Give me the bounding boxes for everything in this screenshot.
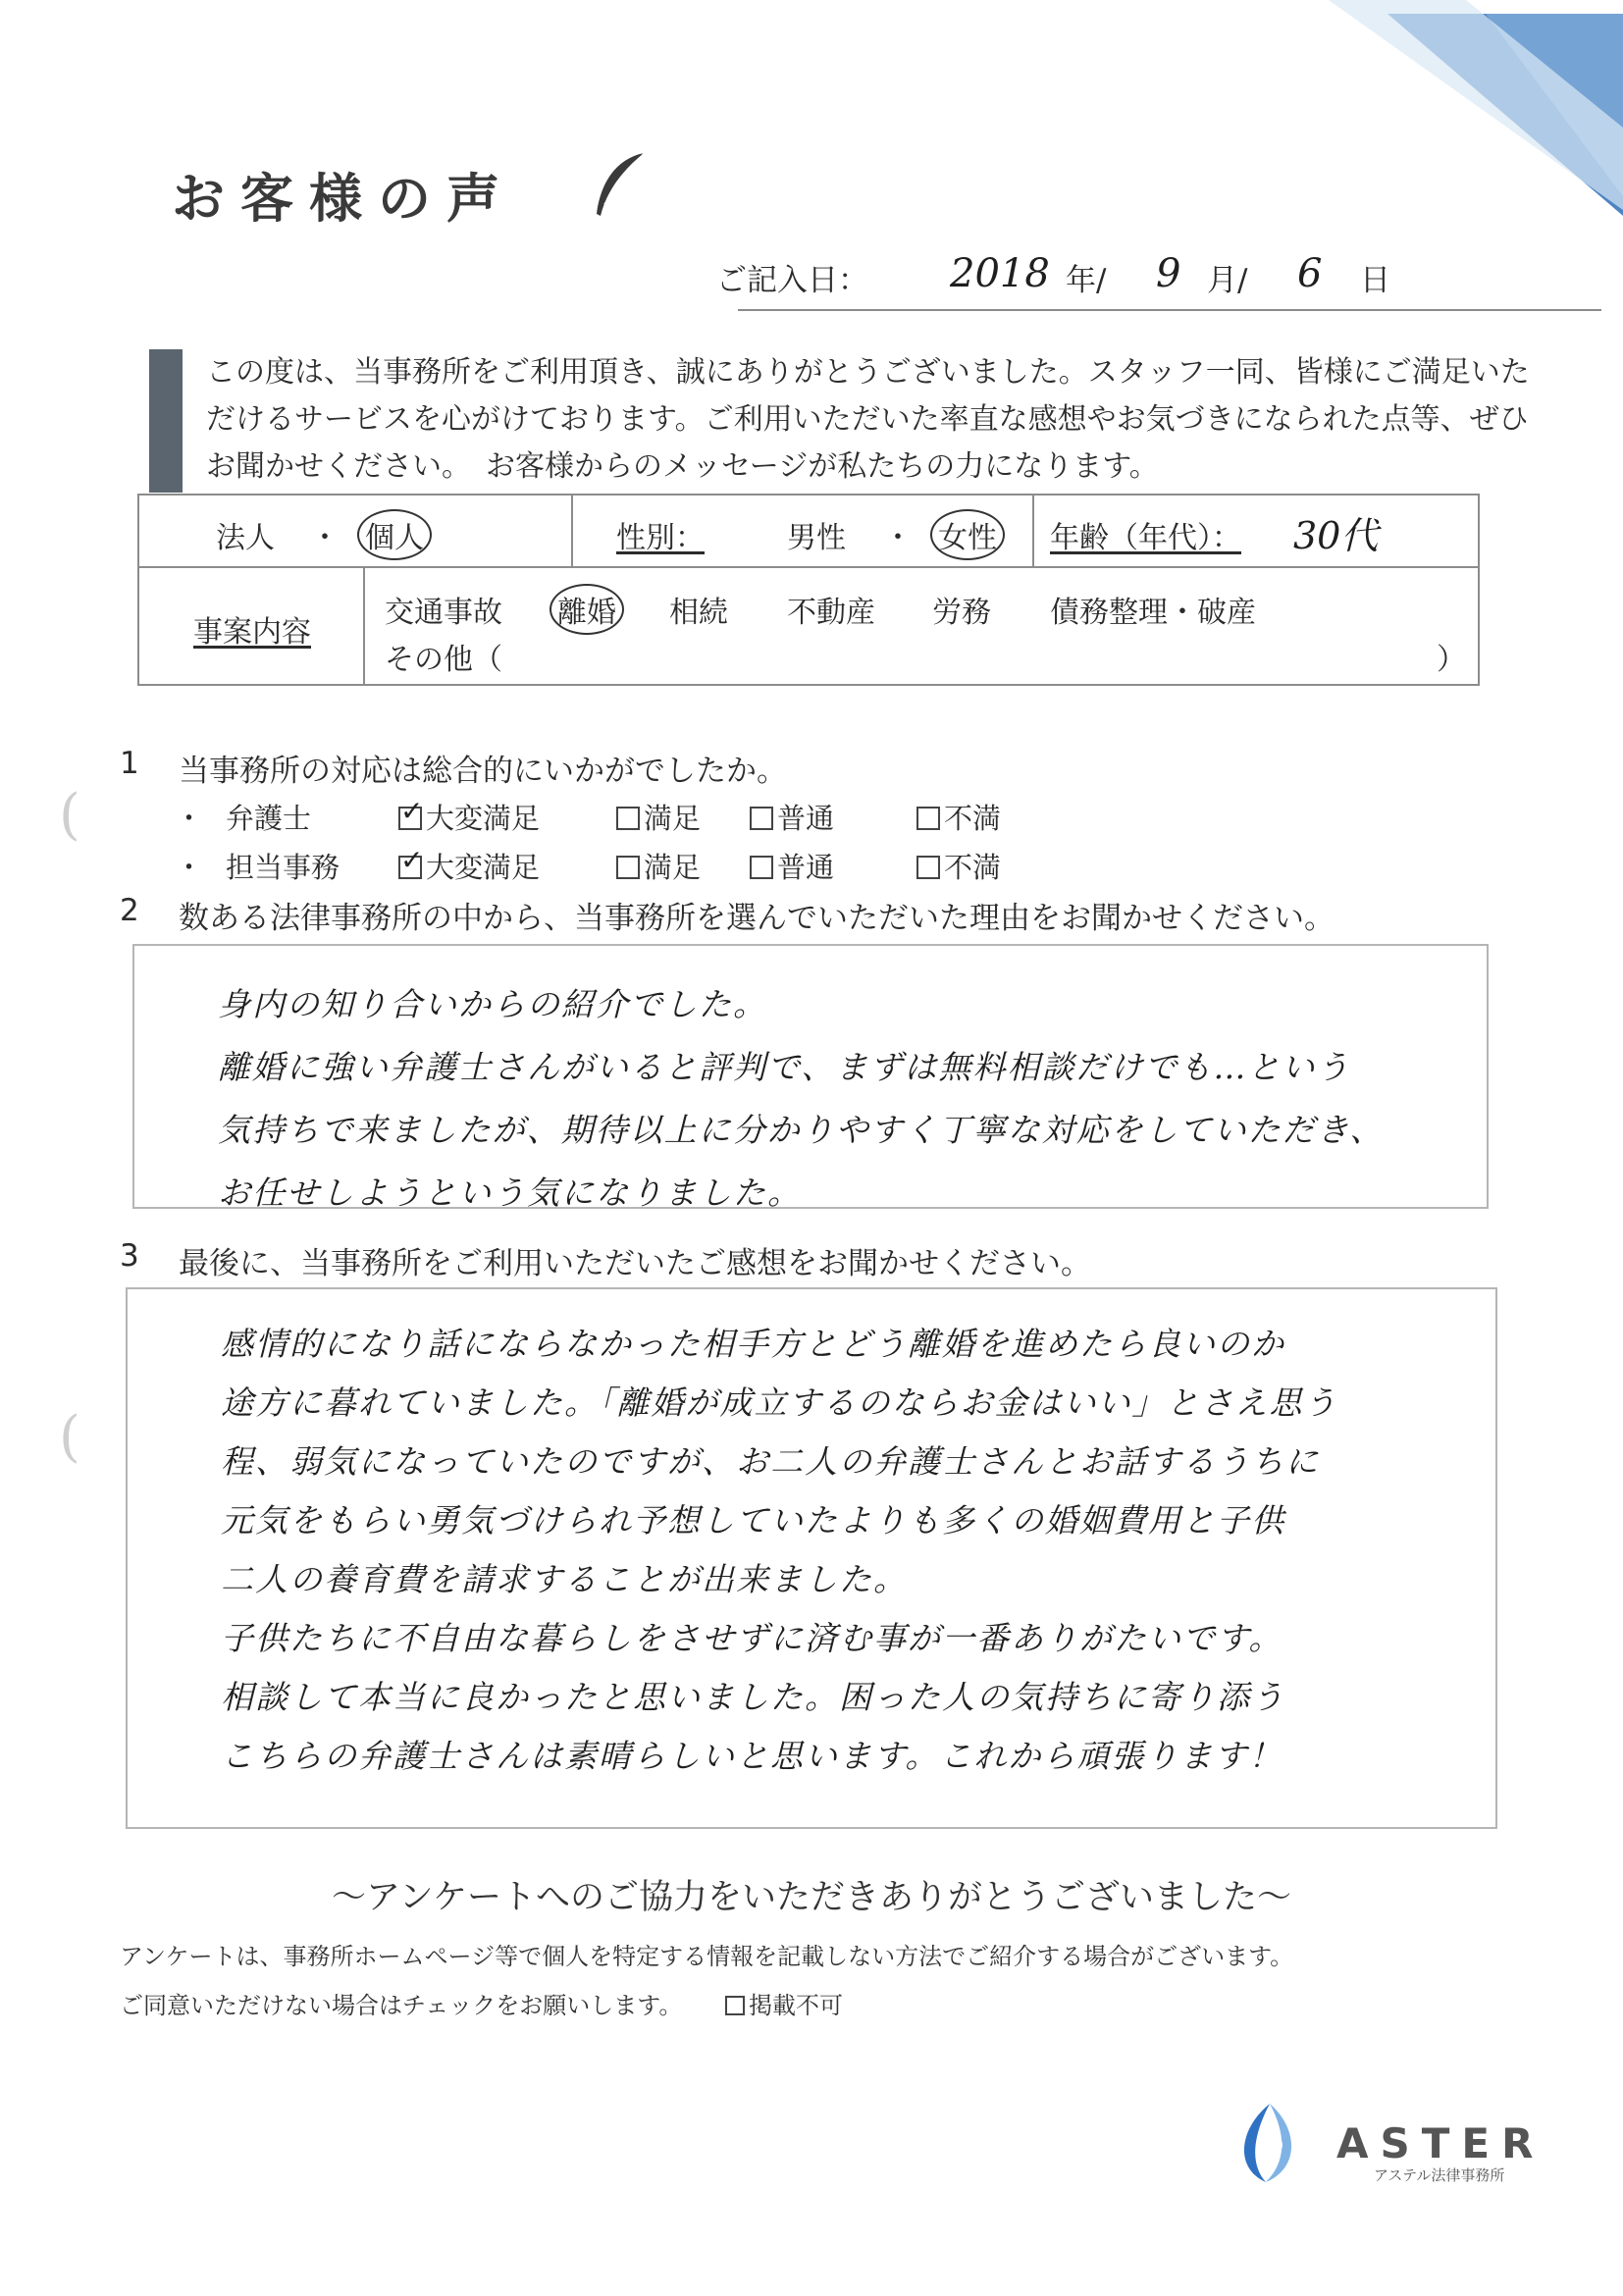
option-satisfied[interactable]: 満足 xyxy=(616,797,701,837)
date-label: ご記入日： xyxy=(716,263,868,298)
date-day: 6 xyxy=(1297,251,1323,296)
thanks-message: ～アンケートへのご協力をいただきありがとうございました～ xyxy=(332,1878,1291,1917)
option-male: 男性 xyxy=(787,521,846,555)
handwritten-answer xyxy=(218,973,1384,1225)
entry-date xyxy=(716,251,1599,296)
feather-icon xyxy=(587,149,650,220)
answer-line: 子供たちに不自由な暮らしをさせずに済む事が一番ありがたいです。 xyxy=(221,1619,1283,1657)
answer-line: 感情的になり話にならなかった相手方とどう離婚を進めたら良いのか xyxy=(221,1325,1285,1363)
case-traffic: 交通事故 xyxy=(385,596,502,630)
option-satisfied[interactable]: 満足 xyxy=(616,846,701,886)
checkbox-checked[interactable] xyxy=(398,807,422,830)
logo-name: ASTER xyxy=(1336,2119,1545,2167)
checkbox[interactable] xyxy=(916,807,940,830)
separator-dot: ・ xyxy=(883,521,913,555)
question-text: 数ある法律事務所の中から、当事務所を選んでいただいた理由をお聞かせください。 xyxy=(179,901,1335,936)
question-number: 2 xyxy=(120,893,139,928)
rating-row-label: 担当事務 xyxy=(226,851,340,884)
gender-label: 性別： xyxy=(616,521,705,555)
option-dissatisfied[interactable]: 不満 xyxy=(916,846,1001,886)
question-2 xyxy=(0,893,1623,936)
case-real-estate: 不動産 xyxy=(787,596,875,630)
checkbox[interactable] xyxy=(616,807,640,830)
answer-line: お任せしようという気になりました。 xyxy=(218,1174,802,1212)
aster-logo-icon xyxy=(1230,2100,1309,2188)
case-debt: 債務整理・破産 xyxy=(1050,596,1256,630)
option-normal[interactable]: 普通 xyxy=(750,846,834,886)
customer-info-table xyxy=(137,494,1480,686)
logo-subtitle: アステル法律事務所 xyxy=(1374,2166,1505,2184)
answer-line: 程、弱気になっていたのですが、お二人の弁護士さんとお話するうちに xyxy=(221,1442,1320,1481)
date-year: 2018 xyxy=(950,251,1050,296)
table-divider xyxy=(571,496,573,566)
question-number: 3 xyxy=(120,1238,139,1274)
age-value: 30代 xyxy=(1293,514,1379,557)
date-month-unit: 月/ xyxy=(1207,263,1248,298)
date-month: 9 xyxy=(1156,251,1181,296)
question-3 xyxy=(0,1238,1623,1281)
table-divider xyxy=(139,566,1478,568)
date-day-unit: 日 xyxy=(1360,263,1390,298)
option-very-satisfied[interactable]: ✓ 大変満足 xyxy=(398,846,540,886)
question-text: 最後に、当事務所をご利用いただいたご感想をお聞かせください。 xyxy=(179,1246,1091,1281)
opt-out-option[interactable] xyxy=(725,1992,843,2019)
option-dissatisfied[interactable]: 不満 xyxy=(916,797,1001,837)
answer-line: こちらの弁護士さんは素晴らしいと思います。これから頑張ります！ xyxy=(221,1737,1283,1775)
page-title: お客様の声 xyxy=(172,168,515,230)
handwritten-answer xyxy=(221,1315,1338,1786)
case-inheritance: 相続 xyxy=(669,596,728,630)
corner-decoration xyxy=(1329,0,1623,216)
margin-mark: ( xyxy=(59,1405,80,1469)
answer-box-impressions xyxy=(126,1287,1497,1829)
table-divider xyxy=(1032,496,1034,566)
date-year-unit: 年/ xyxy=(1066,263,1107,298)
answer-line: 離婚に強い弁護士さんがいると評判で、まずは無料相談だけでも…という xyxy=(218,1048,1351,1086)
intro-line: お聞かせください。 お客様からのメッセージが私たちの力になります。 xyxy=(206,449,1159,484)
intro-line: だけるサービスを心がけております。ご利用いただいた率直な感想やお気づきになられた点等、ぜひ xyxy=(206,402,1529,437)
consent-note xyxy=(120,1986,843,2020)
answer-line: 気持ちで来ましたが、期待以上に分かりやすく丁寧な対応をしていただき、 xyxy=(218,1111,1385,1149)
age-label: 年齢（年代）： xyxy=(1050,521,1241,555)
bullet: ・ xyxy=(175,802,204,835)
checkbox-checked[interactable] xyxy=(398,856,422,879)
publication-note: アンケートは、事務所ホームページ等で個人を特定する情報を記載しない方法でご紹介する場合がございます。 xyxy=(120,1943,1294,1970)
table-divider xyxy=(363,566,365,686)
consent-text: ご同意いただけない場合はチェックをお願いします。 xyxy=(120,1992,683,2019)
date-underline xyxy=(738,309,1601,311)
answer-line: 元気をもらい勇気づけられ予想していたよりも多くの婚姻費用と子供 xyxy=(221,1501,1285,1539)
question-1 xyxy=(0,746,1623,789)
option-houjin: 法人 xyxy=(216,521,275,555)
case-other-close: ） xyxy=(1437,643,1466,677)
answer-line: 相談して本当に良かったと思いました。困った人の気持ちに寄り添う xyxy=(221,1678,1285,1716)
opt-out-label: 掲載不可 xyxy=(749,1992,843,2019)
intro-line: この度は、当事務所をご利用頂き、誠にありがとうございました。スタッフ一同、皆様にご満足いた xyxy=(206,355,1530,390)
separator-dot: ・ xyxy=(310,521,340,555)
answer-line: 二人の養育費を請求することが出来ました。 xyxy=(221,1560,908,1598)
option-female-selected: 女性 xyxy=(930,509,1005,560)
intro-text xyxy=(206,349,1531,491)
bullet: ・ xyxy=(175,851,204,884)
checkbox[interactable] xyxy=(725,1996,745,2015)
intro-accent-bar xyxy=(149,349,183,493)
option-kojin-selected: 個人 xyxy=(357,509,432,560)
answer-line: 途方に暮れていました。「離婚が成立するのならお金はいい」とさえ思う xyxy=(221,1383,1338,1422)
checkbox[interactable] xyxy=(750,856,773,879)
case-divorce-selected: 離婚 xyxy=(550,584,624,635)
checkbox[interactable] xyxy=(750,807,773,830)
answer-line: 身内の知り合いからの紹介でした。 xyxy=(218,985,767,1023)
margin-mark: ( xyxy=(59,783,80,847)
question-text: 当事務所の対応は総合的にいかがでしたか。 xyxy=(179,754,787,789)
option-normal[interactable]: 普通 xyxy=(750,797,834,837)
option-very-satisfied[interactable]: ✓ 大変満足 xyxy=(398,797,540,837)
checkbox[interactable] xyxy=(616,856,640,879)
answer-box-reason xyxy=(132,944,1489,1212)
checkbox[interactable] xyxy=(916,856,940,879)
case-labor: 労務 xyxy=(932,596,991,630)
question-number: 1 xyxy=(120,746,139,781)
case-label: 事案内容 xyxy=(193,615,311,650)
rating-row-label: 弁護士 xyxy=(226,802,312,835)
case-other: その他（ xyxy=(385,643,502,677)
